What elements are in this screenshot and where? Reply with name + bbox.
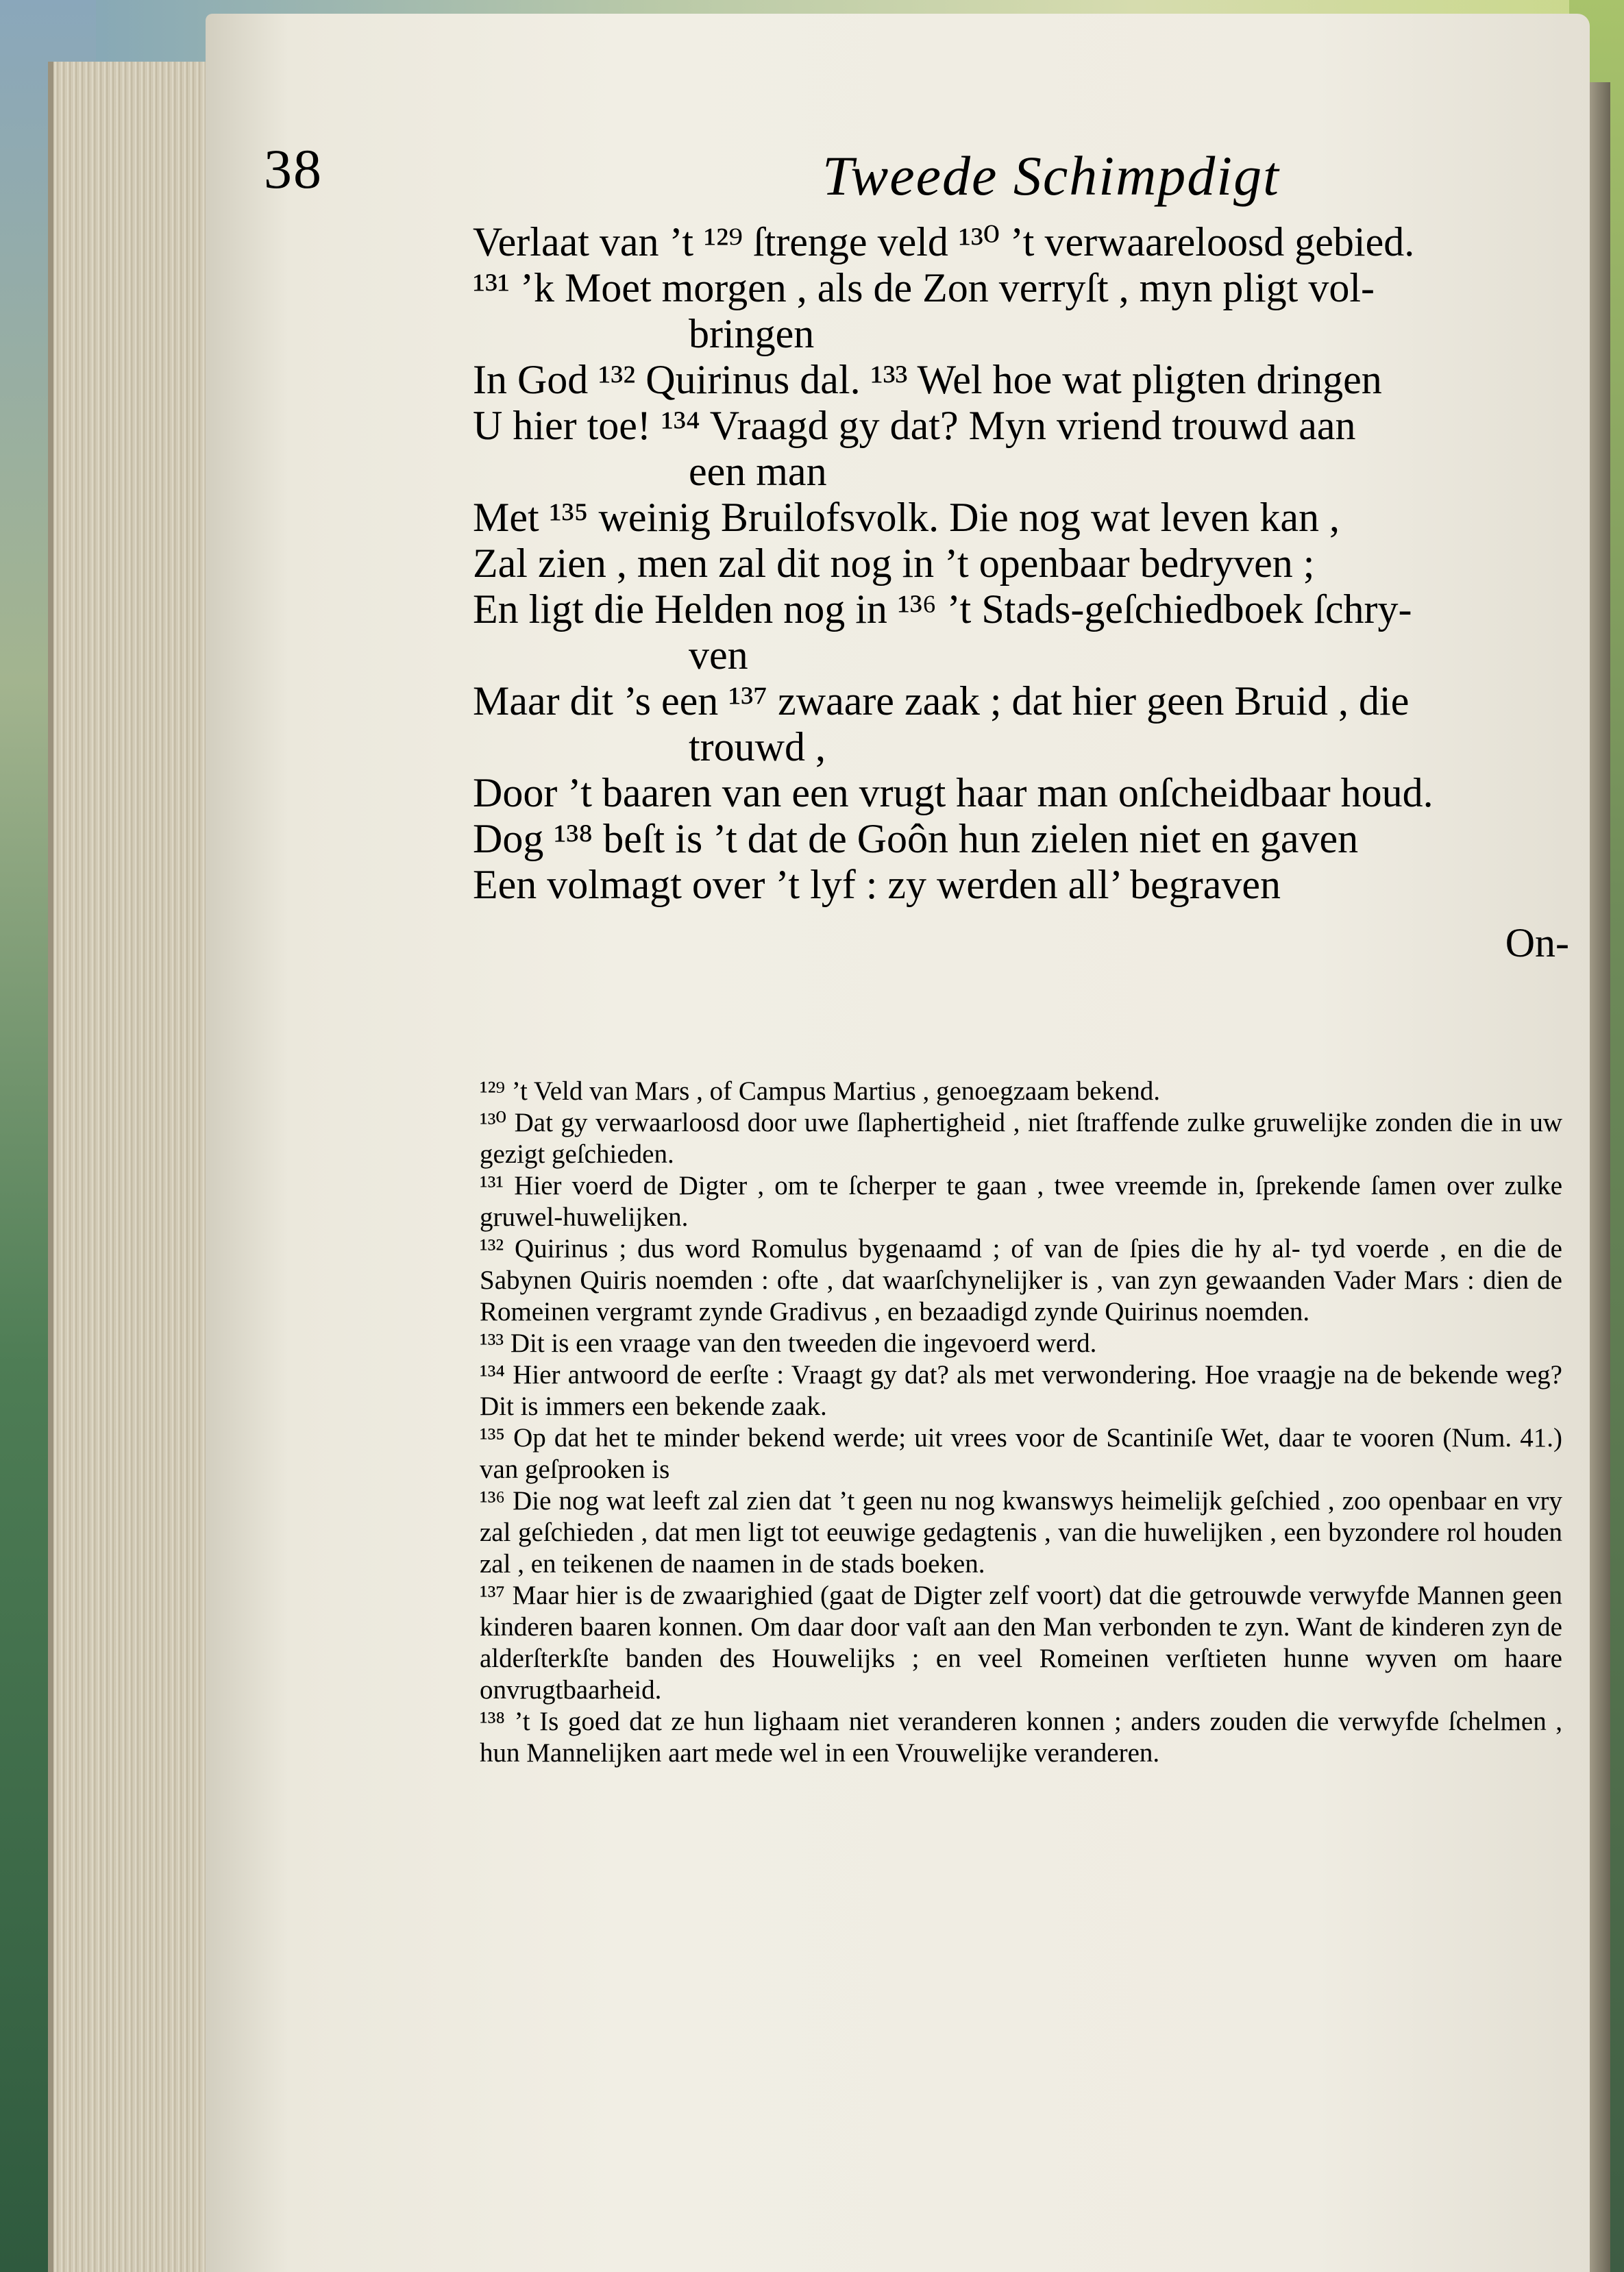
verse-line: ¹³¹ ’k Moet morgen , als de Zon verryſt , myn pligt vol- [473, 265, 1375, 310]
verse-line: Zal zien , men zal dit nog in ’t openbaar bedryven ; [473, 541, 1315, 586]
verse-block [473, 219, 1583, 966]
footnote: ¹³⁶ Die nog wat leeft zal zien dat ’t geen nu nog kwanswys heimelijk geſchied , zoo openbaar en vry zal geſchieden , dat men ligt tot eeuwige gedagtenis , van die huwelijken , een byzondere rol houden zal , en teikenen de naamen in de stads boeken. [480, 1486, 1562, 1579]
verse-line: In God ¹³² Quirinus dal. ¹³³ Wel hoe wat pligten dringen [473, 357, 1382, 402]
verse-line: Verlaat van ’t ¹²⁹ ſtrenge veld ¹³⁰ ’t verwaareloosd gebied. [473, 219, 1415, 264]
verse-line: Door ’t baaren van een vrugt haar man onſcheidbaar houd. [473, 770, 1434, 815]
footnote: ¹²⁹ ’t Veld van Mars , of Campus Martius , genoegzaam bekend. [480, 1076, 1160, 1106]
book-page-edges [48, 62, 211, 2272]
running-head: Tweede Schimpdigt [822, 145, 1280, 207]
verse-line-continuation: trouwd , [689, 724, 826, 769]
verse-line: Maar dit ’s een ¹³⁷ zwaare zaak ; dat hier geen Bruid , die [473, 678, 1410, 724]
verse-line: U hier toe! ¹³⁴ Vraagd gy dat? Myn vriend trouwd aan [473, 403, 1356, 448]
footnote: ¹³⁰ Dat gy verwaarloosd door uwe ſlaphertigheid , niet ſtraffende zulke gruwelijke zonden die in uw gezigt geſchieden. [480, 1108, 1562, 1169]
footnote: ¹³⁵ Op dat het te minder bekend werde; uit vrees voor de Scantiniſe Wet, daar te vooren (Num. 41.) van geſprooken is [480, 1423, 1562, 1484]
verse-line: En ligt die Helden nog in ¹³⁶ ’t Stads-geſchiedboek ſchry- [473, 586, 1412, 632]
verse-line: Dog ¹³⁸ beſt is ’t dat de Goôn hun zielen niet en gaven [473, 816, 1359, 861]
footnote: ¹³⁴ Hier antwoord de eerſte : Vraagt gy dat? als met verwondering. Hoe vraagje na de bekende weg? Dit is immers een bekende zaak. [480, 1360, 1562, 1421]
verse-line-continuation: bringen [689, 311, 815, 356]
catchword: On- [1505, 920, 1569, 965]
footnote: ¹³³ Dit is een vraage van den tweeden die ingevoerd werd. [480, 1329, 1097, 1358]
verse-line: Een volmagt over ’t lyf : zy werden all’ begraven [473, 862, 1281, 907]
footnotes [480, 1076, 1562, 1769]
page-number: 38 [264, 138, 323, 200]
verse-line-continuation: een man [689, 449, 827, 494]
verse-line: Met ¹³⁵ weinig Bruilofsvolk. Die nog wat leven kan , [473, 495, 1340, 540]
verse-line-continuation: ven [689, 632, 748, 678]
footnote: ¹³⁷ Maar hier is de zwaarighied (gaat de Digter zelf voort) dat die getrouwde verwyfde Mannen geen kinderen baaren konnen. Om daar door vaſt aan den Man verbonden te zyn. Want de kinderen zyn de alderſterkſte banden des Houwelijks ; en veel Romeinen verſtieten hunne wyven om haare onvrugtbaarheid. [480, 1581, 1562, 1705]
footnote: ¹³⁸ ’t Is goed dat ze hun lighaam niet veranderen konnen ; anders zouden die verwyfde ſchelmen , hun Mannelijken aart mede wel in een Vrouwelijke veranderen. [480, 1707, 1562, 1768]
footnote: ¹³² Quirinus ; dus word Romulus bygenaamd ; of van de ſpies die hy al- tyd voerde , en die de Sabynen Quiris noemden : ofte , dat waarſchynelijker is , van zyn gewaanden Vader Mars : dien de Romeinen vergramt zynde Gradivus , en bezaadigd zynde Quirinus noemden. [480, 1234, 1562, 1326]
footnote: ¹³¹ Hier voerd de Digter , om te ſcherper te gaan , twee vreemde in, ſprekende ſamen over zulke gruwel-huwelijken. [480, 1171, 1562, 1232]
